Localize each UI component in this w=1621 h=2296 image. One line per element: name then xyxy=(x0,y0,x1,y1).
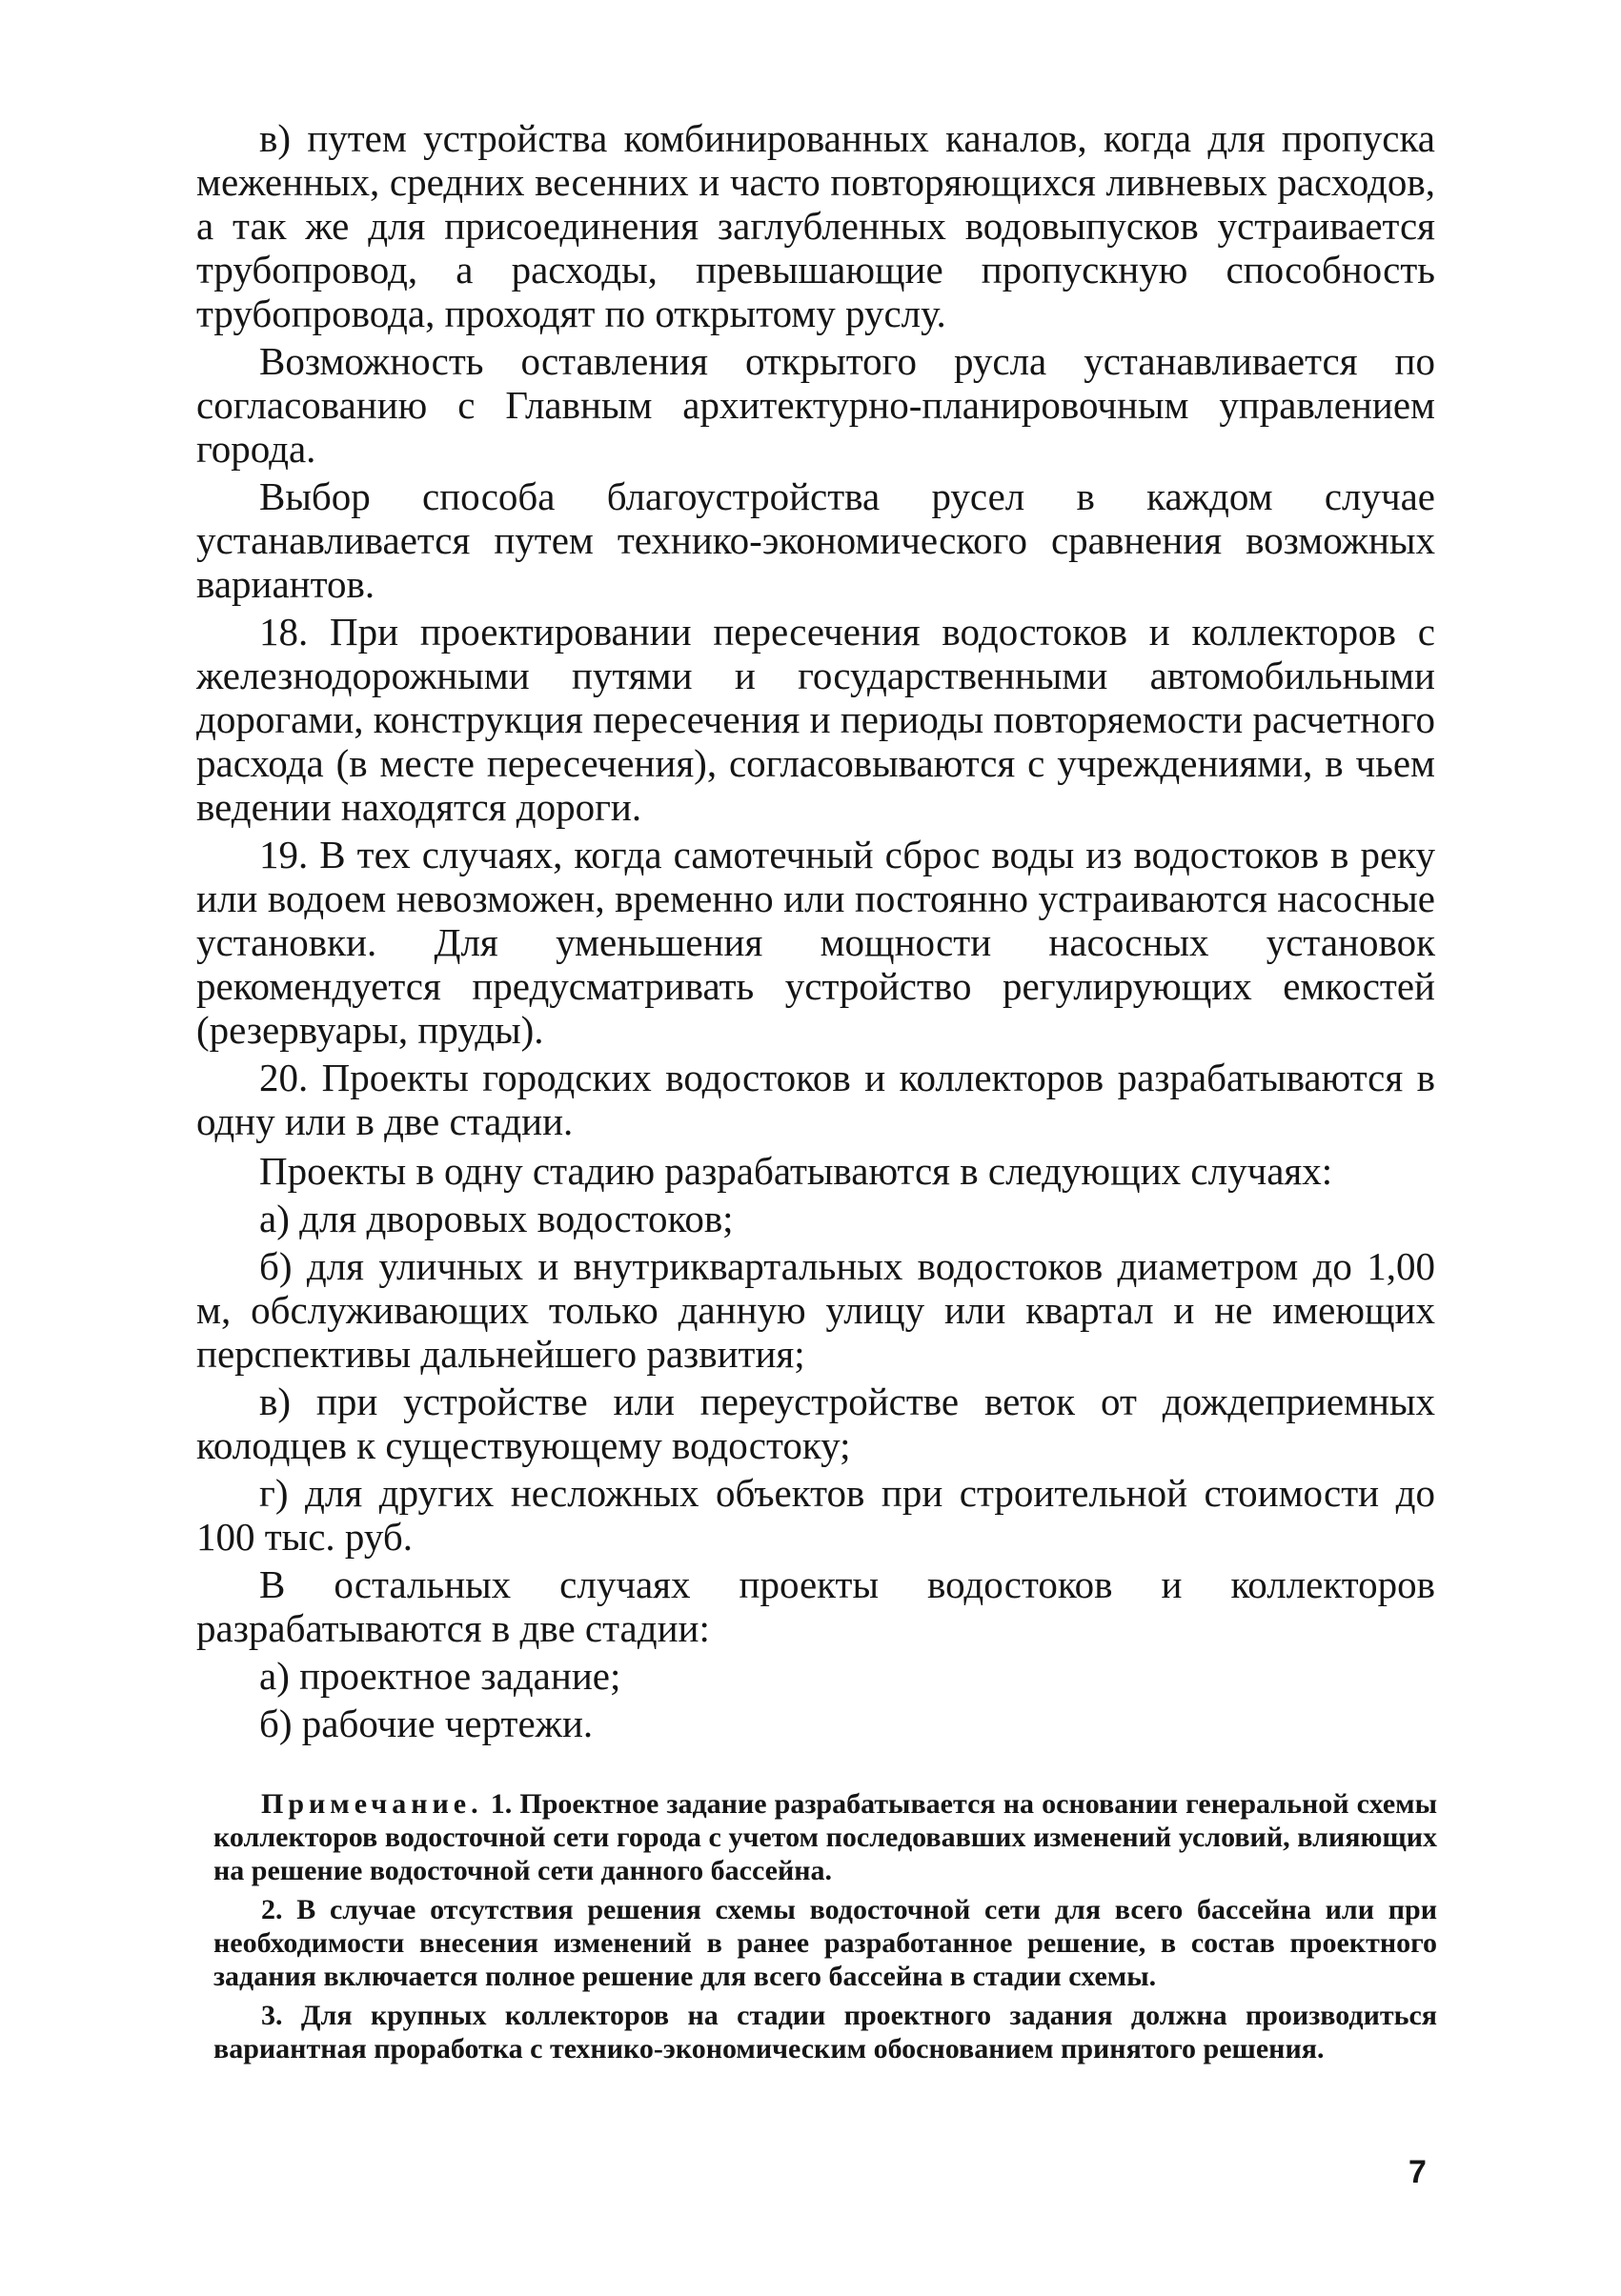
paragraph-clause-19: 19. В тех случаях, когда самотечный сброс воды из водостоков в реку или водоем невозможен, временно или постоянно устраиваются насосные установки. Для уменьшения мощности насосных установок рекомендуется предусматривать устройство регулирующих емкостей (резервуары, пруды). xyxy=(196,833,1435,1052)
one-stage-case-a: а) для дворовых водостоков; xyxy=(259,1197,734,1240)
note-3: 3. Для крупных коллекторов на стадии проектного задания должна производиться вариантная проработка с технико-экономическим обоснованием принятого решения. xyxy=(213,2000,1437,2064)
paragraph-open-channel-approval: Возможность оставления открытого русла устанавливается по согласованию с Главным архитектурно-планировочным управлением города. xyxy=(196,339,1435,471)
notes-block xyxy=(213,1787,1437,2071)
main-text xyxy=(196,116,1435,1749)
note-1 xyxy=(213,1787,1437,1887)
paragraph-clause-18: 18. При проектировании пересечения водостоков и коллекторов с железнодорожными путями и государственными автомобильными дорогами, конструкция пересечения и периоды повторяемости расчетного расхода (в месте пересечения), согласовываются с учреждениями, в чьем ведении находятся дороги. xyxy=(196,610,1435,829)
note-2: 2. В случае отсутствия решения схемы водосточной сети для всего бассейна или при необходимости внесения изменений в ранее разработанное решение, в состав проектного задания включается полное решение для всего бассейна в стадии схемы. xyxy=(213,1894,1437,1992)
two-stage-item-b: б) рабочие чертежи. xyxy=(259,1702,594,1745)
paragraph-two-stage-intro: В остальных случаях проекты водостоков и коллекторов разрабатываются в две стадии: xyxy=(196,1562,1435,1650)
paragraph-channel-improvement-choice: Выбор способа благоустройства русел в каждом случае устанавливается путем технико-экономического сравнения возможных вариантов. xyxy=(196,474,1435,606)
one-stage-case-b: б) для уличных и внутриквартальных водостоков диаметром до 1,00 м, обслуживающих только данную улицу или квартал и не имеющих перспективы дальнейшего развития; xyxy=(196,1244,1435,1376)
paragraph-item-v-combined-channels: в) путем устройства комбинированных каналов, когда для пропуска меженных, средних весенних и часто повторяющихся ливневых расходов, а так же для присоединения заглубленных водовыпусков устраивается трубопровод, а расходы, превышающие пропускную способность трубопровода, проходят по открытому руслу. xyxy=(196,116,1435,335)
page-number: 7 xyxy=(1408,2154,1427,2190)
paragraph-one-stage-intro: Проекты в одну стадию разрабатываются в следующих случаях: xyxy=(259,1149,1333,1193)
one-stage-case-g: г) для других несложных объектов при строительной стоимости до 100 тыс. руб. xyxy=(196,1471,1435,1559)
note-1-text: 1. Проектное задание разрабатывается на основании генеральной схемы коллекторов водосточной сети города с учетом последовавших изменений условий, влияющих на решение водосточной сети данного бассейна. xyxy=(213,1788,1438,1886)
two-stage-item-a: а) проектное задание; xyxy=(259,1654,621,1698)
paragraph-clause-20: 20. Проекты городских водостоков и коллекторов разрабатываются в одну или в две стадии. xyxy=(196,1056,1435,1143)
one-stage-case-v: в) при устройстве или переустройстве веток от дождеприемных колодцев к существующему водостоку; xyxy=(196,1380,1435,1467)
note-lead: Примечание. xyxy=(261,1788,483,1820)
